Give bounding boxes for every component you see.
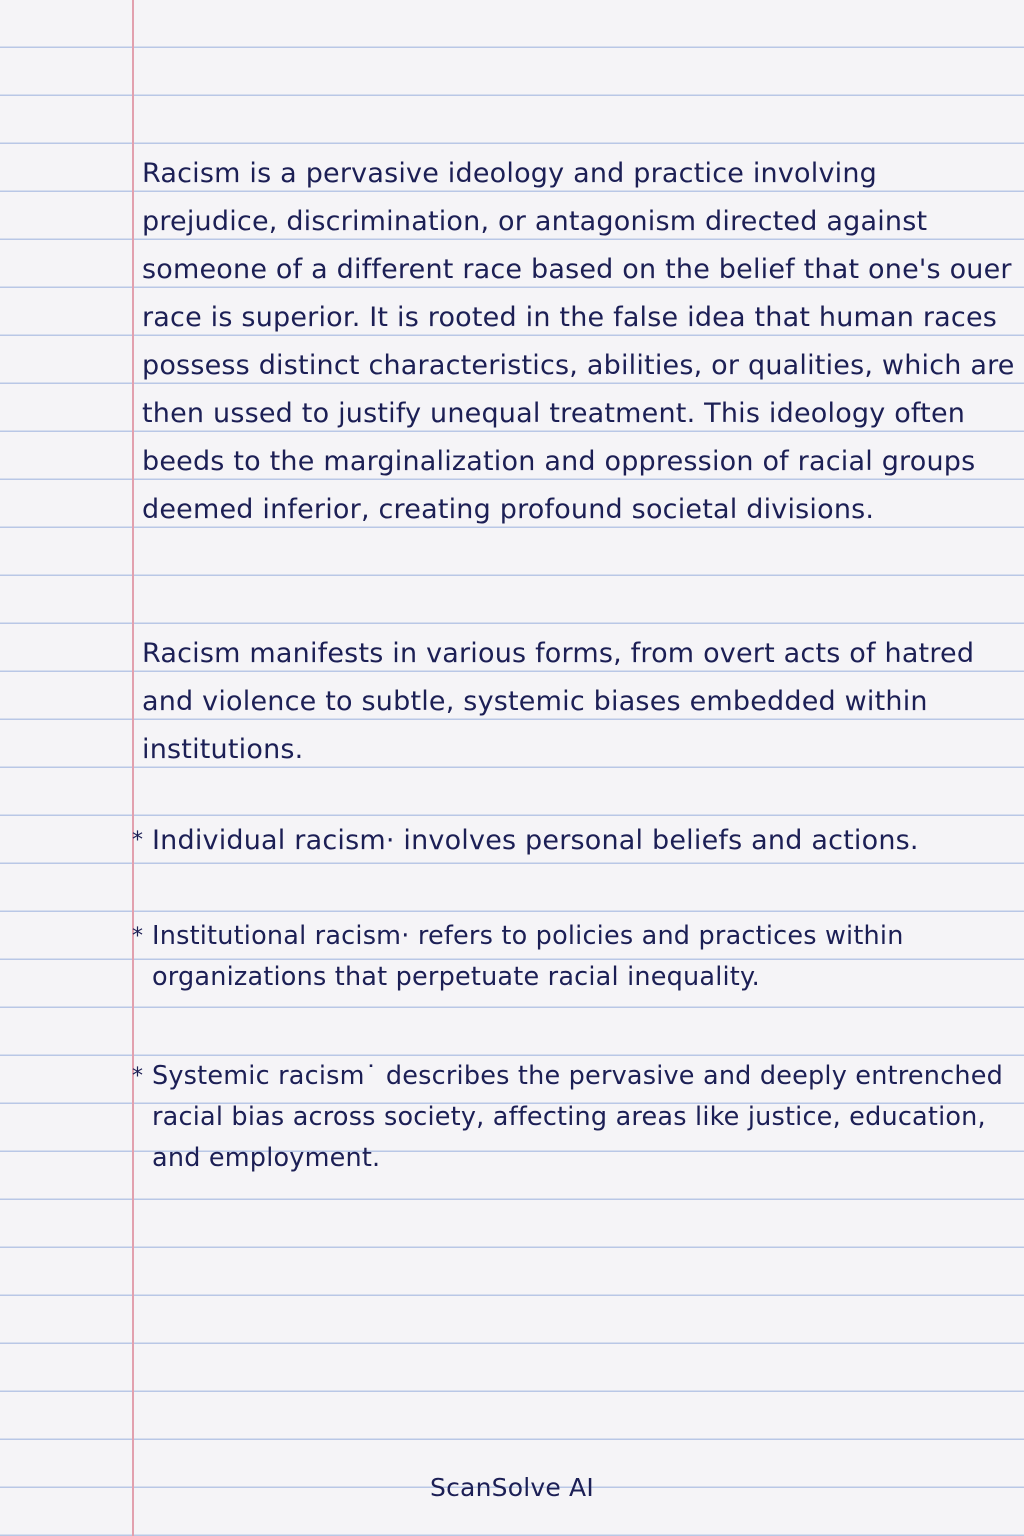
margin-line bbox=[132, 0, 134, 1536]
bullet-text: Individual racism· involves personal beliefs and actions. bbox=[152, 825, 919, 856]
footer-signature: ScanSolve AI bbox=[430, 1473, 594, 1502]
paragraph-definition: Racism is a pervasive ideology and practice involving prejudice, discrimination, or antagonism directed against someone of a different race based on the belief that one's ouer race is superior. It is rooted in the false idea that human races possess distinct characteristics, abilities, or qualities, which are then ussed to justify unequal treatment. This ideology often beeds to the marginalization and oppression of racial groups deemed inferior, creating profound societal divisions. bbox=[142, 158, 1015, 525]
paragraph-manifestations: Racism manifests in various forms, from overt acts of hatred and violence to subtle, systemic biases embedded within institutions. bbox=[142, 638, 975, 765]
asterisk-bullet: * bbox=[132, 924, 144, 949]
bullet-systemic-racism bbox=[132, 1056, 1012, 1179]
bullet-text: Systemic racism˙ describes the pervasive and deeply entrenched racial bias across society, affecting areas like justice, education, and employment. bbox=[152, 1061, 1003, 1173]
bullet-individual-racism bbox=[132, 820, 1012, 861]
asterisk-bullet: * bbox=[132, 1064, 144, 1089]
bullet-institutional-racism bbox=[132, 916, 1012, 998]
bullet-text: Institutional racism· refers to policies and practices within organizations that perpetuate racial inequality. bbox=[152, 921, 904, 992]
asterisk-bullet: * bbox=[132, 828, 144, 853]
